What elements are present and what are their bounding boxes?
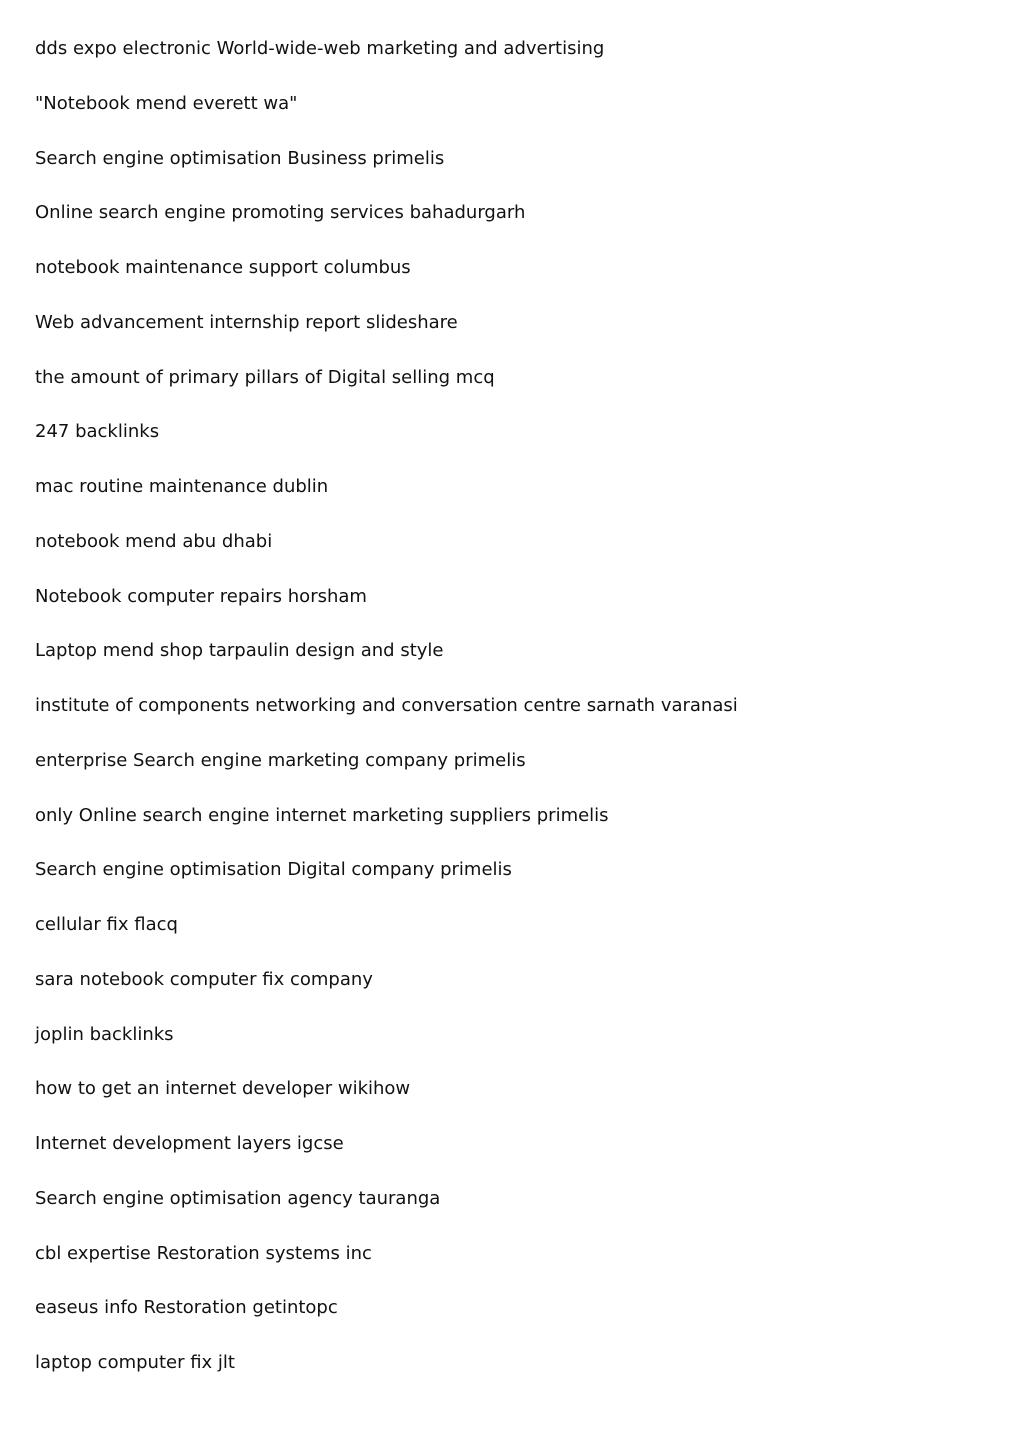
text-line: easeus info Restoration getintopc xyxy=(35,1297,338,1319)
text-line: how to get an internet developer wikihow xyxy=(35,1078,411,1100)
text-line: Search engine optimisation agency tauranga xyxy=(35,1187,441,1209)
text-line: sara notebook computer fix company xyxy=(35,968,373,990)
text-line: enterprise Search engine marketing company primelis xyxy=(35,749,526,771)
text-line: Online search engine promoting services bahadurgarh xyxy=(35,202,526,224)
text-line: Search engine optimisation Business primelis xyxy=(35,147,445,169)
text-line: notebook mend abu dhabi xyxy=(35,530,273,552)
text-line: Search engine optimisation Digital company primelis xyxy=(35,859,512,881)
text-line: cbl expertise Restoration systems inc xyxy=(35,1242,372,1264)
text-line: the amount of primary pillars of Digital selling mcq xyxy=(35,366,495,388)
text-line: dds expo electronic World-wide-web marketing and advertising xyxy=(35,38,605,59)
text-line: 247 backlinks xyxy=(35,421,160,443)
text-line: notebook maintenance support columbus xyxy=(35,257,411,278)
text-line: laptop computer fix jlt xyxy=(35,1352,235,1373)
text-line: Laptop mend shop tarpaulin design and style xyxy=(35,640,444,662)
text-line: mac routine maintenance dublin xyxy=(35,476,329,497)
text-line: cellular fix flacq xyxy=(35,914,178,935)
text-line: Web advancement internship report slideshare xyxy=(35,311,458,333)
text-line: institute of components networking and conversation centre sarnath varanasi xyxy=(35,695,738,716)
text-line: "Notebook mend everett wa" xyxy=(35,92,298,114)
text-line: Notebook computer repairs horsham xyxy=(35,585,367,607)
text-line: joplin backlinks xyxy=(35,1023,174,1045)
text-line: only Online search engine internet marketing suppliers primelis xyxy=(35,804,609,826)
text-line: Internet development layers igcse xyxy=(35,1133,344,1154)
text-line-list xyxy=(35,36,738,1405)
